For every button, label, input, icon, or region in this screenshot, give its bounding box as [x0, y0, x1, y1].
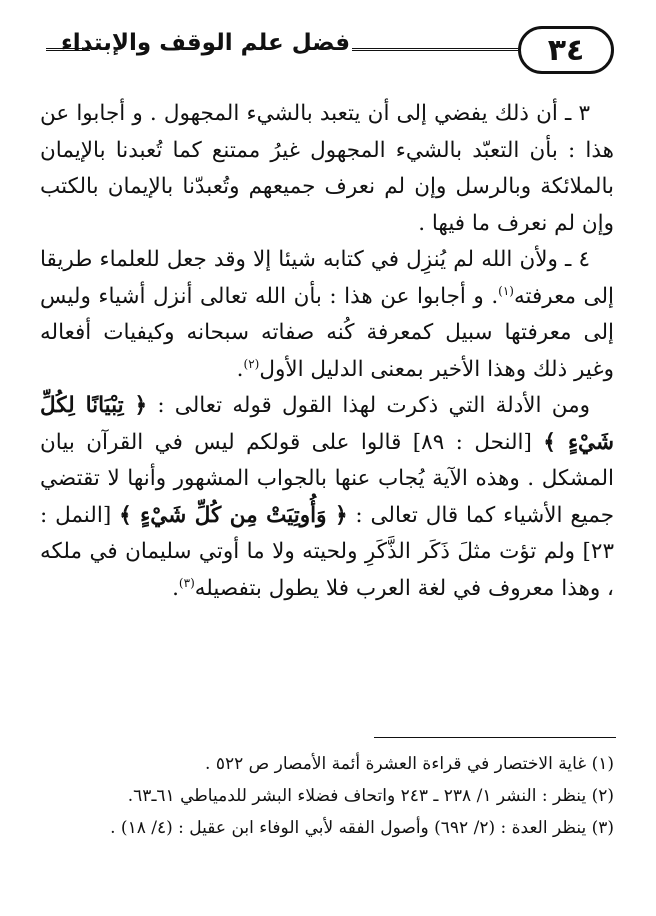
- page-header: [40, 22, 614, 80]
- paragraph-evidence: ومن الأدلة التي ذكرت لهذا القول قوله تعالى : ﴿ تِبْيَانًا لِكُلِّ شَيْءٍ ﴾ [النحل : ٨٩] قالوا على قولكم ليس في القرآن بيان المشكل . وهذه الآية يُجاب عنها بالجواب المشهور وأنها لا تقتضي جميع الأشياء كما قال تعالى : ﴿ وَأُوتِيَتْ مِن كُلِّ شَيْءٍ ﴾ [النمل : ٢٣] ولم تؤت مثلَ ذَكَر الذَّكَرِ ولحيته ولا ما أوتي سليمان في ملكه ، وهذا معروف في لغة العرب فلا يطول بتفصيله$^{(٣)}$.: [40, 393, 614, 601]
- header-rule-right: [352, 48, 518, 55]
- footnote-ref-1: (١): [498, 283, 514, 298]
- footnote-divider: [374, 737, 616, 738]
- footnote-3: (٣) ينظر العدة : (٢/ ٦٩٢) وأصول الفقه لأبي الوفاء ابن عقيل : (٤/ ١٨) .: [110, 818, 614, 838]
- quran-verse-naml: ﴿ وَأُوتِيَتْ مِن كُلِّ شَيْءٍ ﴾: [119, 502, 348, 528]
- book-title: فضل علم الوقف والإبتداء: [60, 30, 350, 56]
- footnote-ref-3: (٣): [178, 575, 195, 590]
- main-text: [40, 96, 614, 607]
- paragraph-4: ٤ ـ ولأن الله لم يُنزِل في كتابه شيئا إلا وقد جعل للعلماء طريقا إلى معرفته$^{(١)}$. و أجابوا عن هذا : بأن الله تعالى أنزل أشياء وليس إلى معرفتها سبيل كمعرفة كُنه صفاته سبحانه وكيفيات أفعاله وغير ذلك وهذا الأخير بمعنى الدليل الأول$^{(٢)}$.: [40, 247, 614, 382]
- footnotes: [40, 748, 614, 844]
- page-number: ٣٤: [518, 26, 614, 74]
- paragraph-3: ٣ ـ أن ذلك يفضي إلى أن يتعبد بالشيء المجهول . و أجابوا عن هذا : بأن التعبّد بالشيء المجهول غيرُ ممتنع كما تُعبدنا بالإيمان بالملائكة وبالرسل وإن لم نعرف جميعهم وتُعبدّنا بالإيمان بالكتب وإن لم نعرف ما فيها .: [40, 101, 614, 236]
- footnote-2: (٢) ينظر : النشر ١/ ٢٣٨ ـ ٢٤٣ واتحاف فضلاء البشر للدمياطي ٦١ـ٦٣.: [127, 786, 614, 806]
- footnote-ref-2: (٢): [243, 356, 260, 371]
- quran-verse-nahl: ﴿ تِبْيَانًا لِكُلِّ شَيْءٍ ﴾: [40, 393, 614, 455]
- footnote-1: (١) غاية الاختصار في قراءة العشرة أئمة الأمصار ص ٥٢٢ .: [205, 754, 614, 774]
